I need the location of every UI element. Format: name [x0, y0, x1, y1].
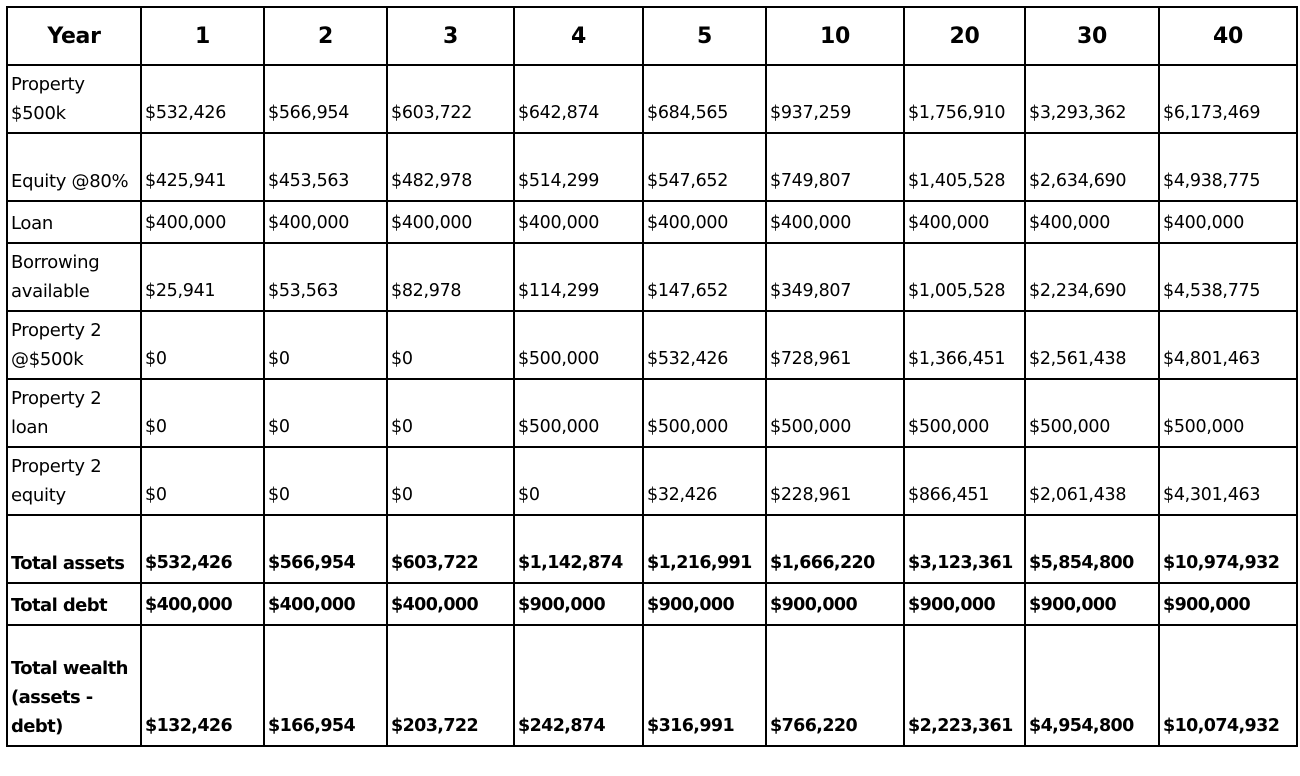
- table-cell: $242,874: [514, 625, 643, 746]
- table-cell: $1,216,991: [643, 515, 766, 583]
- table-cell: $937,259: [766, 65, 904, 133]
- row-equity: [7, 133, 1297, 201]
- table-cell: $3,293,362: [1025, 65, 1159, 133]
- table-cell: $0: [387, 379, 514, 447]
- year-column-header: 2: [264, 7, 387, 65]
- table-cell: $400,000: [264, 583, 387, 625]
- table-cell: $1,405,528: [904, 133, 1025, 201]
- table-cell: $400,000: [904, 201, 1025, 243]
- year-column-header: 5: [643, 7, 766, 65]
- table-cell: $53,563: [264, 243, 387, 311]
- table-cell: $566,954: [264, 515, 387, 583]
- year-column-header: 20: [904, 7, 1025, 65]
- table-cell: $0: [387, 311, 514, 379]
- table-cell: $0: [141, 311, 264, 379]
- table-cell: $532,426: [141, 515, 264, 583]
- table-cell: $4,938,775: [1159, 133, 1297, 201]
- table-cell: $0: [141, 379, 264, 447]
- row-property: [7, 65, 1297, 133]
- table-cell: $500,000: [1159, 379, 1297, 447]
- year-header: Year: [7, 7, 141, 65]
- table-cell: $500,000: [514, 311, 643, 379]
- table-cell: $0: [141, 447, 264, 515]
- table-cell: $500,000: [514, 379, 643, 447]
- table-cell: $2,061,438: [1025, 447, 1159, 515]
- header-row: [7, 7, 1297, 65]
- table-cell: $728,961: [766, 311, 904, 379]
- table-cell: $0: [264, 311, 387, 379]
- row-total-debt: [7, 583, 1297, 625]
- table-cell: $2,634,690: [1025, 133, 1159, 201]
- table-cell: $514,299: [514, 133, 643, 201]
- table-cell: $500,000: [766, 379, 904, 447]
- table-cell: $400,000: [264, 201, 387, 243]
- row-label: Property 2 equity: [7, 447, 141, 515]
- table-cell: $603,722: [387, 65, 514, 133]
- table-cell: $532,426: [643, 311, 766, 379]
- table-cell: $482,978: [387, 133, 514, 201]
- table-cell: $2,234,690: [1025, 243, 1159, 311]
- table-cell: $147,652: [643, 243, 766, 311]
- table-cell: $400,000: [387, 201, 514, 243]
- table-cell: $900,000: [514, 583, 643, 625]
- year-column-header: 40: [1159, 7, 1297, 65]
- table-cell: $425,941: [141, 133, 264, 201]
- table-cell: $453,563: [264, 133, 387, 201]
- table-cell: $4,538,775: [1159, 243, 1297, 311]
- table-cell: $0: [387, 447, 514, 515]
- row-label: Total debt: [7, 583, 141, 625]
- table-cell: $900,000: [643, 583, 766, 625]
- table-cell: $866,451: [904, 447, 1025, 515]
- row-borrowing-available: [7, 243, 1297, 311]
- table-cell: $2,223,361: [904, 625, 1025, 746]
- row-total-assets: [7, 515, 1297, 583]
- row-label: Loan: [7, 201, 141, 243]
- table-cell: $749,807: [766, 133, 904, 201]
- table-cell: $4,301,463: [1159, 447, 1297, 515]
- row-label: Property 2 @$500k: [7, 311, 141, 379]
- row-property-2: [7, 311, 1297, 379]
- table-cell: $400,000: [141, 201, 264, 243]
- table-cell: $1,005,528: [904, 243, 1025, 311]
- table-cell: $566,954: [264, 65, 387, 133]
- table-cell: $4,954,800: [1025, 625, 1159, 746]
- table-cell: $0: [514, 447, 643, 515]
- row-label: Property $500k: [7, 65, 141, 133]
- table-cell: $25,941: [141, 243, 264, 311]
- table-cell: $900,000: [766, 583, 904, 625]
- table-cell: $900,000: [1025, 583, 1159, 625]
- table-cell: $400,000: [766, 201, 904, 243]
- table-cell: $532,426: [141, 65, 264, 133]
- year-column-header: 10: [766, 7, 904, 65]
- table-cell: $3,123,361: [904, 515, 1025, 583]
- row-label: Borrowing available: [7, 243, 141, 311]
- table-cell: $400,000: [141, 583, 264, 625]
- table-cell: $500,000: [1025, 379, 1159, 447]
- table-cell: $684,565: [643, 65, 766, 133]
- row-property-2-equity: [7, 447, 1297, 515]
- table-cell: $0: [264, 447, 387, 515]
- table-cell: $2,561,438: [1025, 311, 1159, 379]
- table-cell: $400,000: [643, 201, 766, 243]
- wealth-projection-table: [6, 6, 1298, 747]
- table-cell: $228,961: [766, 447, 904, 515]
- table-cell: $500,000: [904, 379, 1025, 447]
- row-loan: [7, 201, 1297, 243]
- table-cell: $400,000: [514, 201, 643, 243]
- table-cell: $5,854,800: [1025, 515, 1159, 583]
- row-label: Equity @80%: [7, 133, 141, 201]
- table-cell: $10,074,932: [1159, 625, 1297, 746]
- year-column-header: 3: [387, 7, 514, 65]
- table-cell: $349,807: [766, 243, 904, 311]
- table-cell: $0: [264, 379, 387, 447]
- row-label: Total assets: [7, 515, 141, 583]
- table-cell: $132,426: [141, 625, 264, 746]
- table-cell: $400,000: [1025, 201, 1159, 243]
- year-column-header: 1: [141, 7, 264, 65]
- table-cell: $603,722: [387, 515, 514, 583]
- row-label: Total wealth (assets - debt): [7, 625, 141, 746]
- table-cell: $32,426: [643, 447, 766, 515]
- table-cell: $547,652: [643, 133, 766, 201]
- year-column-header: 30: [1025, 7, 1159, 65]
- table-cell: $1,666,220: [766, 515, 904, 583]
- table-cell: $900,000: [904, 583, 1025, 625]
- table-cell: $642,874: [514, 65, 643, 133]
- table-cell: $166,954: [264, 625, 387, 746]
- table-body: [7, 65, 1297, 746]
- table-cell: $1,366,451: [904, 311, 1025, 379]
- table-cell: $900,000: [1159, 583, 1297, 625]
- table-cell: $82,978: [387, 243, 514, 311]
- table-cell: $4,801,463: [1159, 311, 1297, 379]
- table-cell: $6,173,469: [1159, 65, 1297, 133]
- table-cell: $1,142,874: [514, 515, 643, 583]
- table-cell: $316,991: [643, 625, 766, 746]
- table-cell: $500,000: [643, 379, 766, 447]
- table-cell: $203,722: [387, 625, 514, 746]
- table-cell: $10,974,932: [1159, 515, 1297, 583]
- row-label: Property 2 loan: [7, 379, 141, 447]
- table-cell: $400,000: [387, 583, 514, 625]
- table-cell: $1,756,910: [904, 65, 1025, 133]
- table-cell: $400,000: [1159, 201, 1297, 243]
- row-property-2-loan: [7, 379, 1297, 447]
- row-total-wealth: [7, 625, 1297, 746]
- table-cell: $114,299: [514, 243, 643, 311]
- table-cell: $766,220: [766, 625, 904, 746]
- year-column-header: 4: [514, 7, 643, 65]
